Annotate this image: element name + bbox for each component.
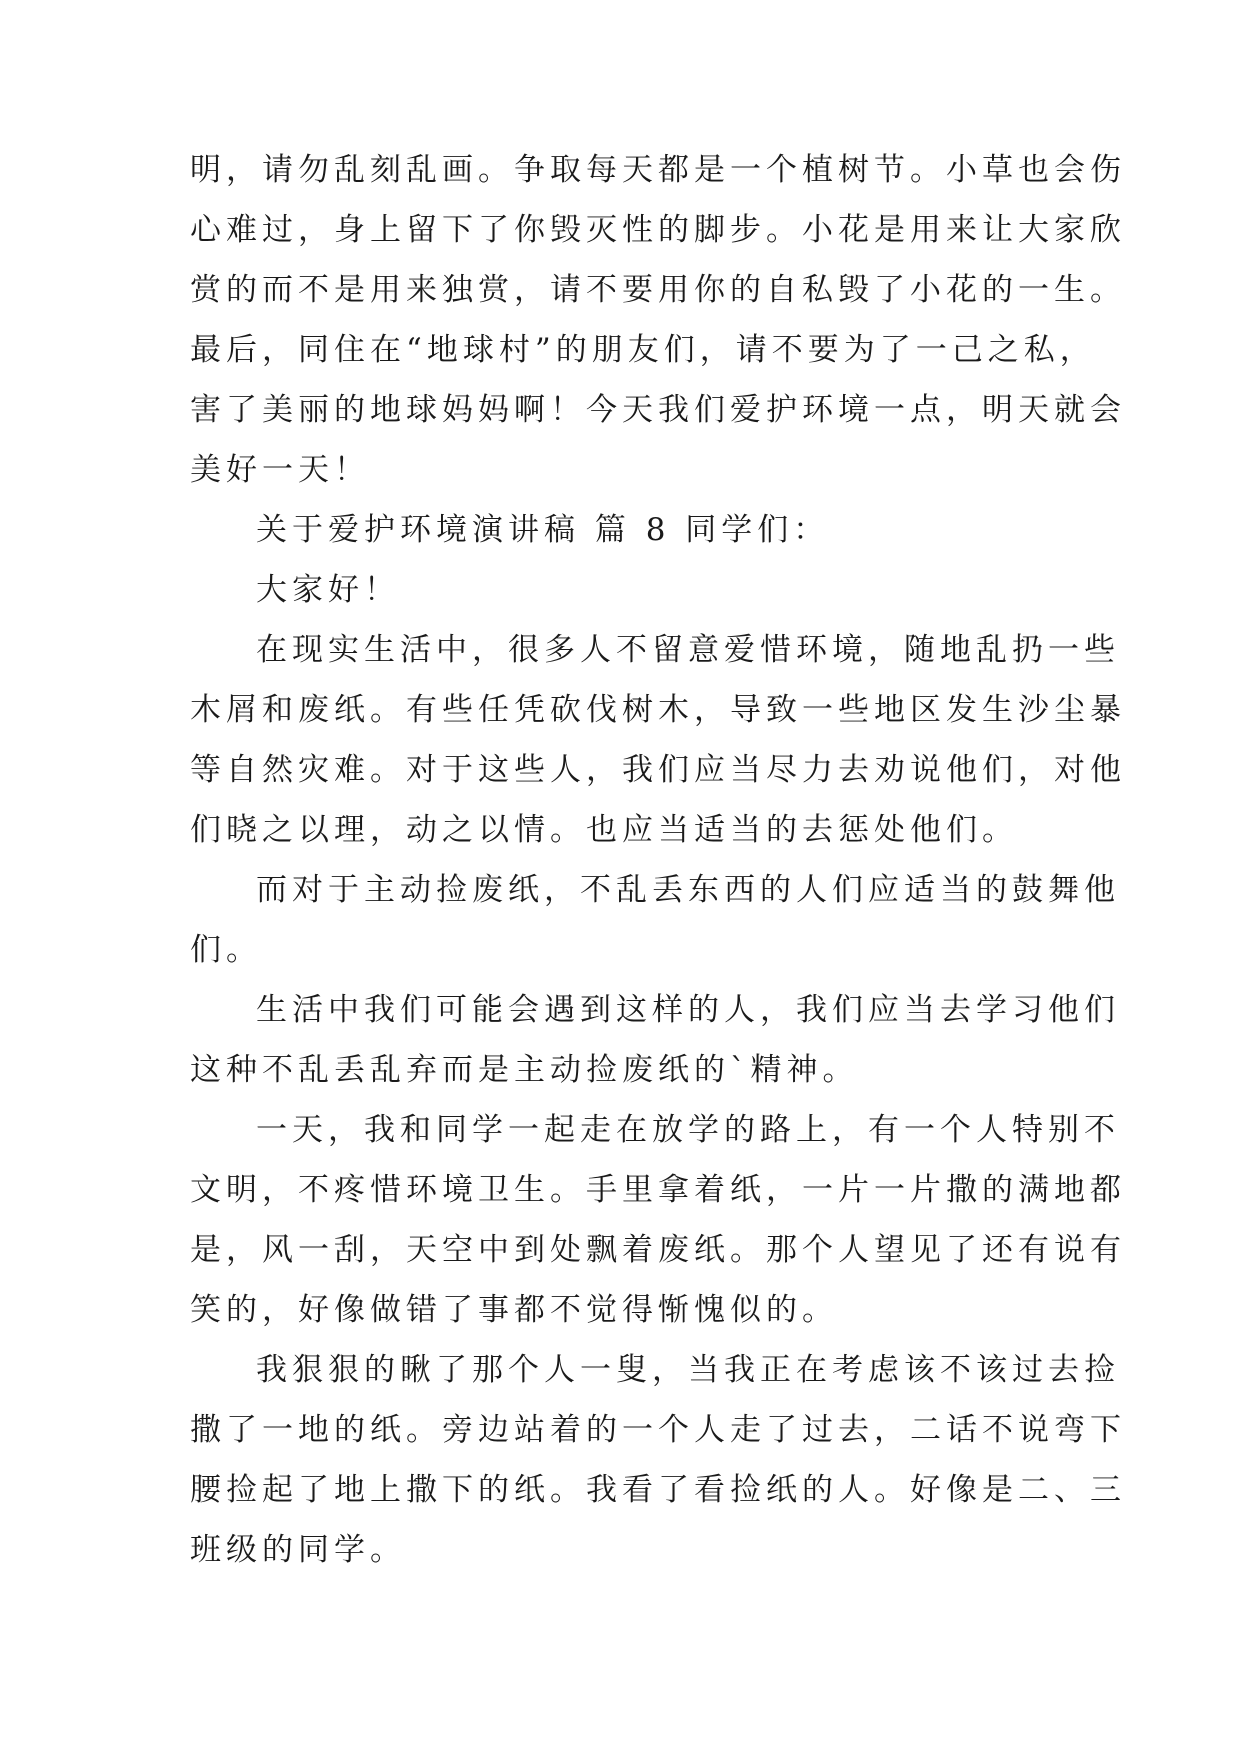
text-line: 而对于主动捡废纸，不乱丢东西的人们应适当的鼓舞他 [256, 872, 1120, 908]
text-line: 是，风一刮，天空中到处飘着废纸。那个人望见了还有说有 [190, 1232, 1126, 1268]
text-line: 害了美丽的地球妈妈啊！今天我们爱护环境一点，明天就会 [190, 392, 1126, 428]
text-line: 美好一天！ [190, 452, 370, 488]
text-line: 赏的而不是用来独赏，请不要用你的自私毁了小花的一生。 [190, 272, 1126, 308]
text-line: 在现实生活中，很多人不留意爱惜环境，随地乱扔一些 [256, 632, 1120, 668]
text-line: 们晓之以理，动之以情。也应当适当的去惩处他们。 [190, 812, 1018, 848]
text-line: 们。 [190, 932, 262, 968]
text-line: 腰捡起了地上撒下的纸。我看了看捡纸的人。好像是二、三 [190, 1472, 1126, 1508]
text-line: 心难过，身上留下了你毁灭性的脚步。小花是用来让大家欣 [190, 212, 1126, 248]
document-body [190, 140, 1126, 1580]
text-line: 笑的，好像做错了事都不觉得惭愧似的。 [190, 1292, 838, 1328]
text-line: 最后，同住在“地球村”的朋友们，请不要为了一己之私， [190, 332, 1096, 368]
text-line: 木屑和废纸。有些任凭砍伐树木，导致一些地区发生沙尘暴 [190, 692, 1126, 728]
section-heading: 关于爱护环境演讲稿 篇 8 同学们： [256, 512, 830, 548]
text-line: 一天，我和同学一起走在放学的路上，有一个人特别不 [256, 1112, 1120, 1148]
text-line: 文明，不疼惜环境卫生。手里拿着纸，一片一片撒的满地都 [190, 1172, 1126, 1208]
greeting-line: 大家好！ [256, 572, 400, 608]
text-line: 等自然灾难。对于这些人，我们应当尽力去劝说他们，对他 [190, 752, 1126, 788]
text-line: 班级的同学。 [190, 1532, 406, 1568]
text-line: 我狠狠的瞅了那个人一叟，当我正在考虑该不该过去捡 [256, 1352, 1120, 1388]
text-line: 明，请勿乱刻乱画。争取每天都是一个植树节。小草也会伤 [190, 152, 1126, 188]
text-line: 生活中我们可能会遇到这样的人，我们应当去学习他们 [256, 992, 1120, 1028]
text-line: 撒了一地的纸。旁边站着的一个人走了过去，二话不说弯下 [190, 1412, 1126, 1448]
text-line: 这种不乱丢乱弃而是主动捡废纸的`精神。 [190, 1052, 859, 1088]
